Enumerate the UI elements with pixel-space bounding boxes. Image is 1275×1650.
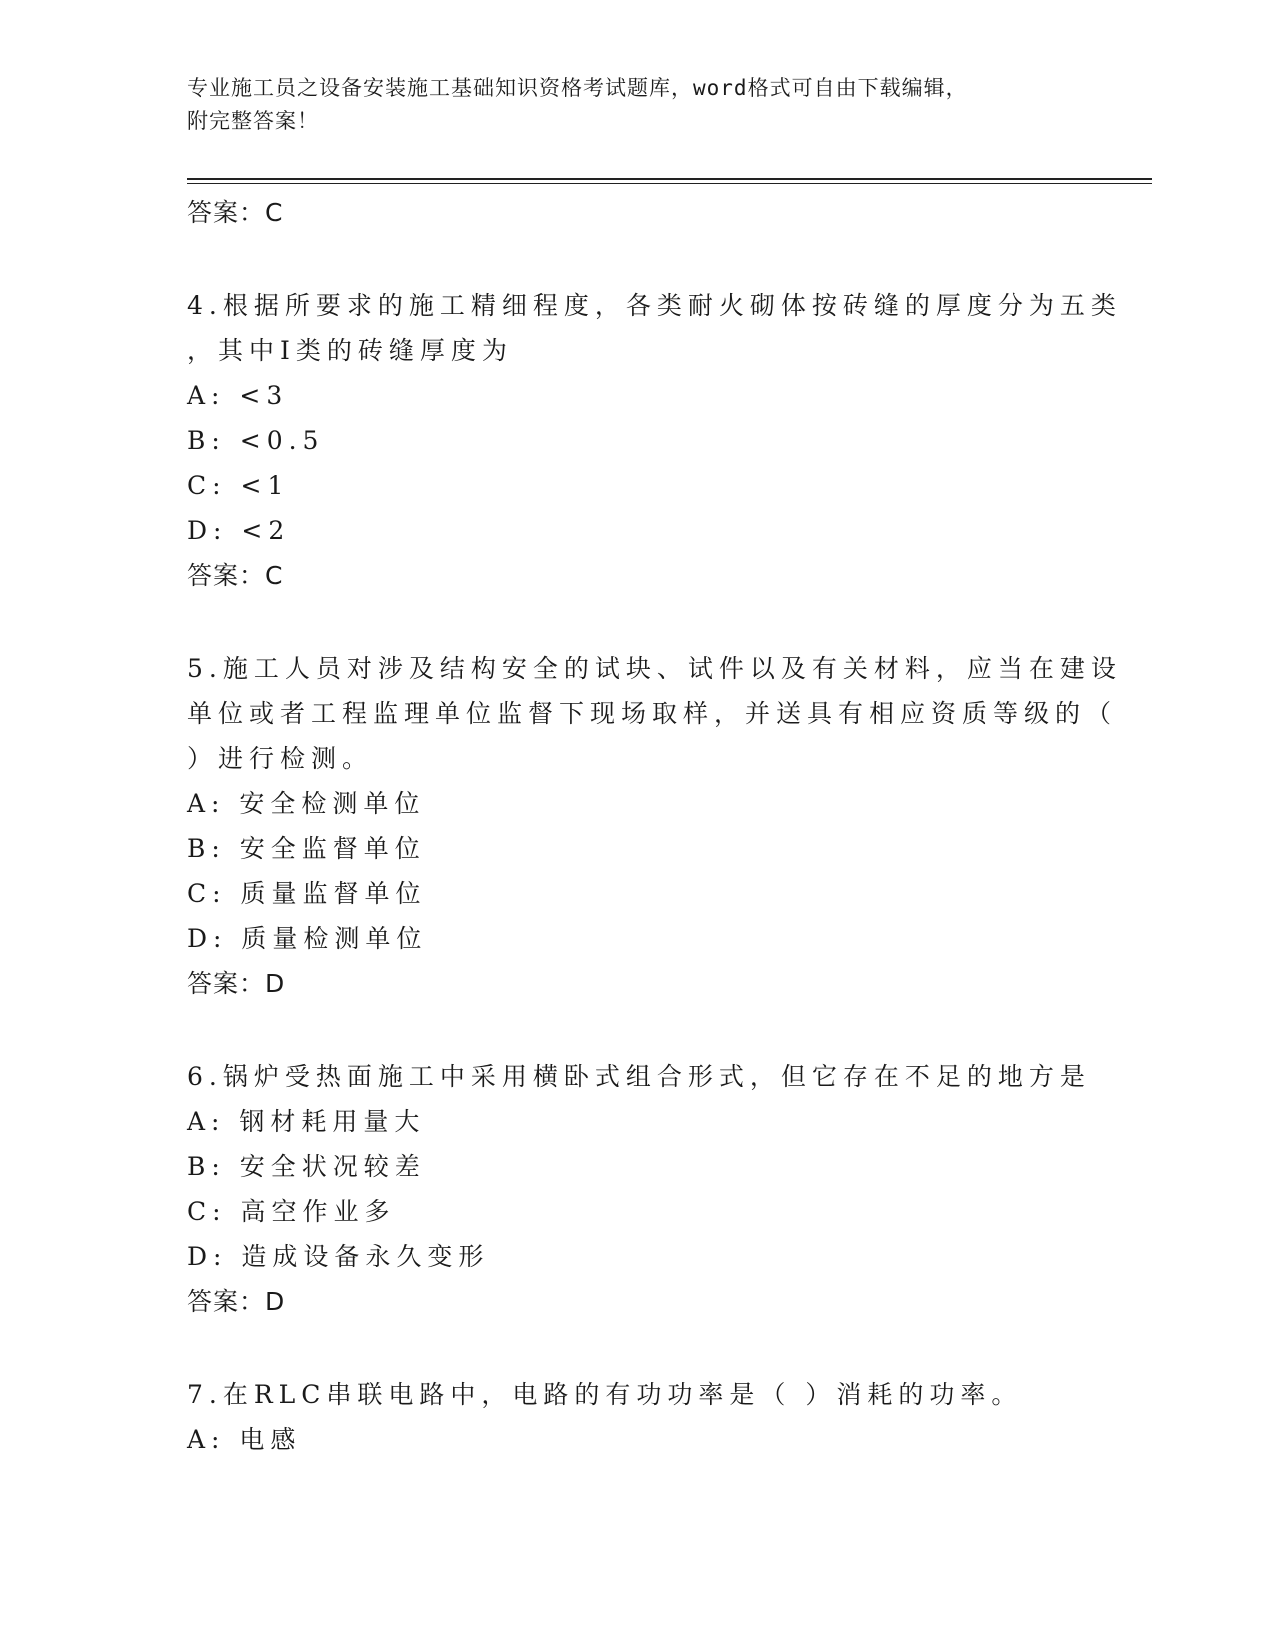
answer-line: 答案：C [187,198,284,227]
question-stem: 6.锅炉受热面施工中采用横卧式组合形式，但它存在不足的地方是 [187,1062,1091,1091]
option-c: C: <1 [187,471,290,500]
option-c: C: 质量监督单位 [187,879,427,908]
spacer [187,598,1087,646]
document-header [187,72,1067,138]
header-line-1: 专业施工员之设备安装施工基础知识资格考试题库，word格式可自由下载编辑， [187,76,968,100]
option-b: B: <0.5 [187,426,325,455]
answer-line: 答案：C [187,561,284,590]
option-a: A: 钢材耗用量大 [187,1107,426,1136]
option-a: A: 安全检测单位 [187,789,426,818]
spacer [187,1324,1087,1372]
question-block [187,283,1122,598]
spacer [187,235,1087,283]
question-stem: ）进行检测。 [187,744,374,773]
option-d: D: 质量检测单位 [187,924,428,953]
option-a: A: <3 [187,381,289,410]
answer-line: 答案：D [187,969,286,998]
question-stem: 单位或者工程监理单位监督下现场取样，并送具有相应资质等级的（ [187,699,1118,728]
header-rule-thick [187,178,1152,180]
option-d: D: 造成设备永久变形 [187,1242,490,1271]
header-rule-thin [187,183,1152,184]
option-b: B: 安全状况较差 [187,1152,426,1181]
answer-line: 答案：D [187,1287,286,1316]
question-list [187,190,1122,1462]
option-d: D: <2 [187,516,291,545]
question-block [187,1054,1091,1324]
option-c: C: 高空作业多 [187,1197,396,1226]
question-stem: 4.根据所要求的施工精细程度，各类耐火砌体按砖缝的厚度分为五类 [187,291,1122,320]
header-line-2: 附完整答案！ [187,109,319,133]
question-block [187,1372,1087,1462]
option-a: A: 电感 [187,1425,302,1454]
question-stem: ，其中I类的砖缝厚度为 [187,336,513,365]
question-stem: 5.施工人员对涉及结构安全的试块、试件以及有关材料，应当在建设 [187,654,1122,683]
spacer [187,1006,1087,1054]
question-stem: 7.在RLC串联电路中，电路的有功功率是（ ）消耗的功率。 [187,1380,1023,1409]
question-block [187,646,1122,1006]
option-b: B: 安全监督单位 [187,834,426,863]
